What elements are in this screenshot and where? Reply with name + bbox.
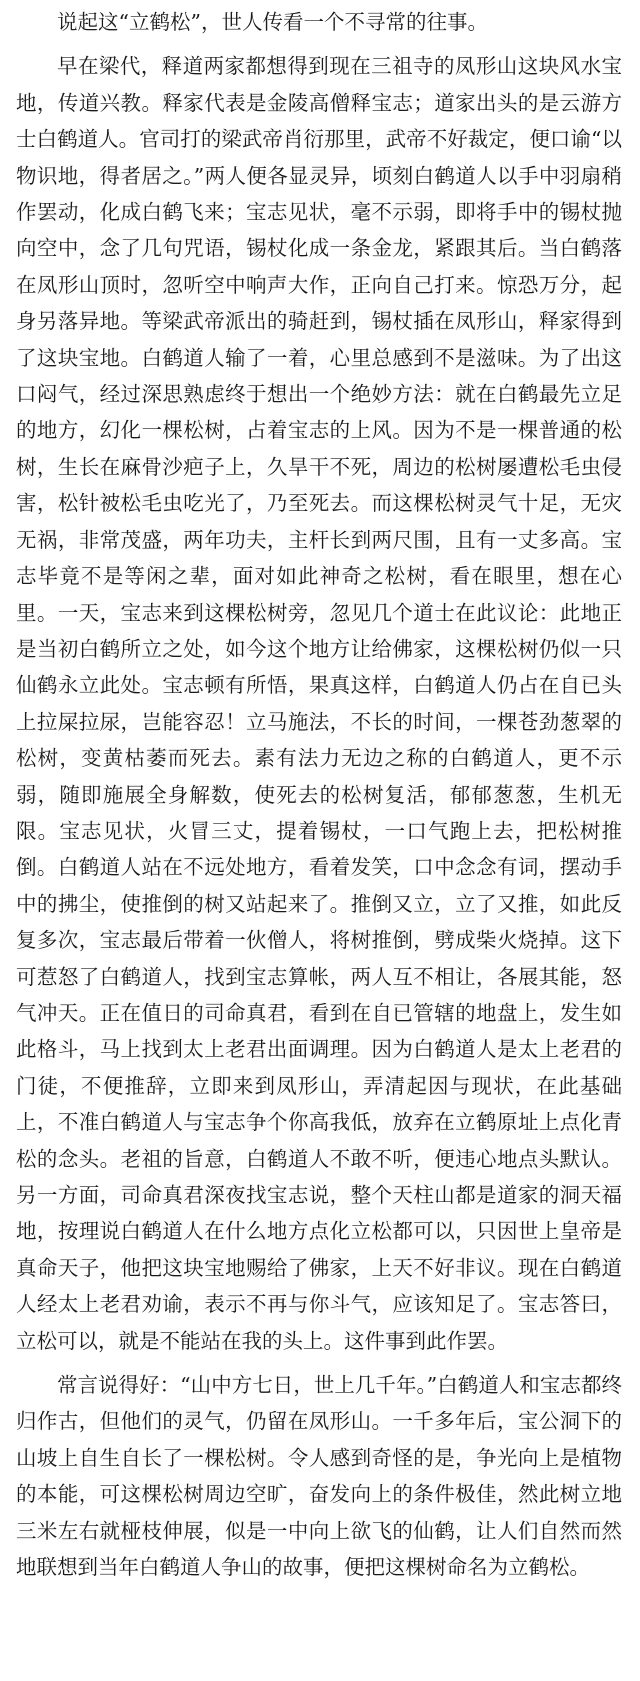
paragraph-intro: 说起这“立鹤松”，世人传看一个不寻常的往事。 bbox=[57, 10, 488, 34]
paragraph-story: 早在梁代，释道两家都想得到现在三祖寺的凤形山这块风水宝地，传道兴教。释家代表是金陵高僧释宝志；道家出头的是云游方士白鹤道人。官司打的梁武帝肖衍那里，武帝不好裁定，便口谕“以物识地，得者居之。”两人便各显灵异，顷刻白鹤道人以手中羽扇稍作罢动，化成白鹤飞来；宝志见状，毫不示弱，即将手中的锡杖抛向空中，念了几句咒语，锡杖化成一条金龙，紧跟其后。当白鹤落在凤形山顶时，忽听空中响声大作，正向自己打来。惊恐万分，起身另落异地。等梁武帝派出的骑赶到，锡杖插在凤形山，释家得到了这块宝地。白鹤道人输了一着，心里总感到不是滋味。为了出这口闷气，经过深思熟虑终于想出一个绝妙方法：就在白鹤最先立足的地方，幻化一棵松树，占着宝志的上风。因为不是一棵普通的松树，生长在麻骨沙疤子上，久旱干不死，周边的松树屡遭松毛虫侵害，松针被松毛虫吃光了，乃至死去。而这棵松树灵气十足，无灾无祸，非常茂盛，两年功夫，主杆长到两尺围，且有一丈多高。宝志毕竟不是等闲之辈，面对如此神奇之松树，看在眼里，想在心里。一天，宝志来到这棵松树旁，忽见几个道士在此议论：此地正是当初白鹤所立之处，如今这个地方让给佛家，这棵松树仍似一只仙鹤永立此处。宝志顿有所悟，果真这样，白鹤道人仍占在自已头上拉屎拉尿，岂能容忍！立马施法，不长的时间，一棵苍劲葱翠的松树，变黄枯萎而死去。素有法力无边之称的白鹤道人，更不示弱，随即施展全身解数，使死去的松树复活，郁郁葱葱，生机无限。宝志见状，火冒三丈，提着锡杖，一口气跑上去，把松树推倒。白鹤道人站在不远处地方，看着发笑，口中念念有词，摆动手中的拂尘，使推倒的树又站起来了。推倒又立，立了又推，如此反复多次，宝志最后带着一伙僧人，将树推倒，劈成柴火烧掉。这下可惹怒了白鹤道人，找到宝志算帐，两人互不相让，各展其能，怒气冲天。正在值日的司命真君，看到在自已管辖的地盘上，发生如此格斗，马上找到太上老君出面调理。因为白鹤道人是太上老君的门徒，不便推辞，立即来到凤形山，弄清起因与现状，在此基础上，不准白鹤道人与宝志争个你高我低，放弃在立鹤原址上点化青松的念头。老祖的旨意，白鹤道人不敢不听，便违心地点头默认。另一方面，司命真君深夜找宝志说，整个天柱山都是道家的洞天福地，按理说白鹤道人在什么地方点化立松都可以，只因世上皇帝是真命天子，他把这块宝地赐给了佛家，上天不好非议。现在白鹤道人经太上老君劝谕，表示不再与你斗气，应该知足了。宝志答曰，立松可以，就是不能站在我的头上。这件事到此作罢。 bbox=[16, 54, 622, 1353]
paragraph-ending: 常言说得好：“山中方七日，世上几千年。”白鹤道人和宝志都终归作古，但他们的灵气，仍留在凤形山。一千多年后，宝公洞下的山坡上自生自长了一棵松树。令人感到奇怪的是，争光向上是植物的本能，可这棵松树周边空旷，奋发向上的条件极佳，然此树立地三米左右就桠枝伸展，似是一中向上欲飞的仙鹤，让人们自然而然地联想到当年白鹤道人争山的故事，便把这棵树命名为立鹤松。 bbox=[16, 1373, 622, 1580]
